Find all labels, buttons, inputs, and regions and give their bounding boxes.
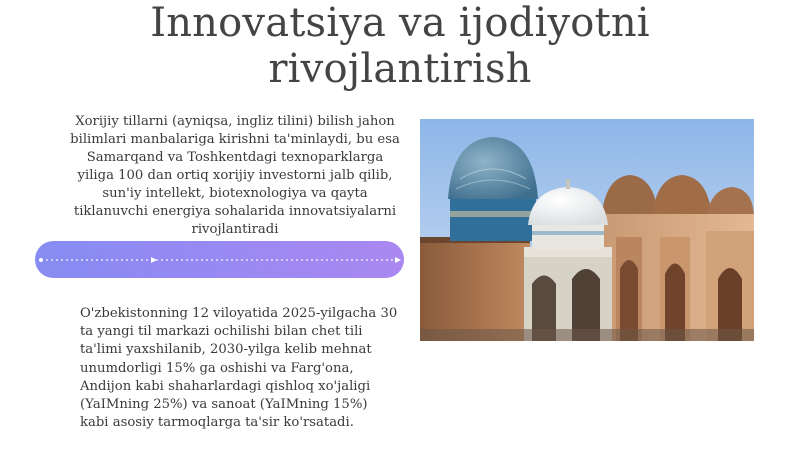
slide-title-line2: rivojlantirish <box>268 46 532 92</box>
dotted-arrow-line <box>35 241 404 278</box>
decorative-divider-bar <box>35 241 404 278</box>
paragraph-language-centers: O'zbekistonning 12 viloyatida 2025-yilgacha 30 ta yangi til markazi ochilishi bilan chet tili ta'limi yaxshilanib, 2030-yilga kelib mehnat unumdorligi 15% ga oshishi va Farg'ona, Andijon kabi shaharlardagi qishloq xo'jaligi (YaIMning 25%) va sanoat (YaIMning 15%) kabi asosiy tarmoqlarga ta'sir ko'rsatadi. <box>80 306 398 431</box>
slide-title <box>0 0 800 92</box>
domes-illustration <box>420 119 754 341</box>
slide-title-line1: Innovatsiya va ijodiyotni <box>150 0 650 46</box>
samarkand-domes-photo <box>420 119 754 341</box>
paragraph-innovation: Xorijiy tillarni (ayniqsa, ingliz tilini) bilish jahon bilimlari manbalariga kirishni ta'minlaydi, bu esa Samarqand va Toshkentdagi texnoparklarga yiliga 100 dan ortiq xorijiy investorni jalb qilib, sun'iy intellekt, biotexnologiya va qayta tiklanuvchi energiya sohalarida innovatsiyalarni rivojlantiradi <box>70 114 400 237</box>
